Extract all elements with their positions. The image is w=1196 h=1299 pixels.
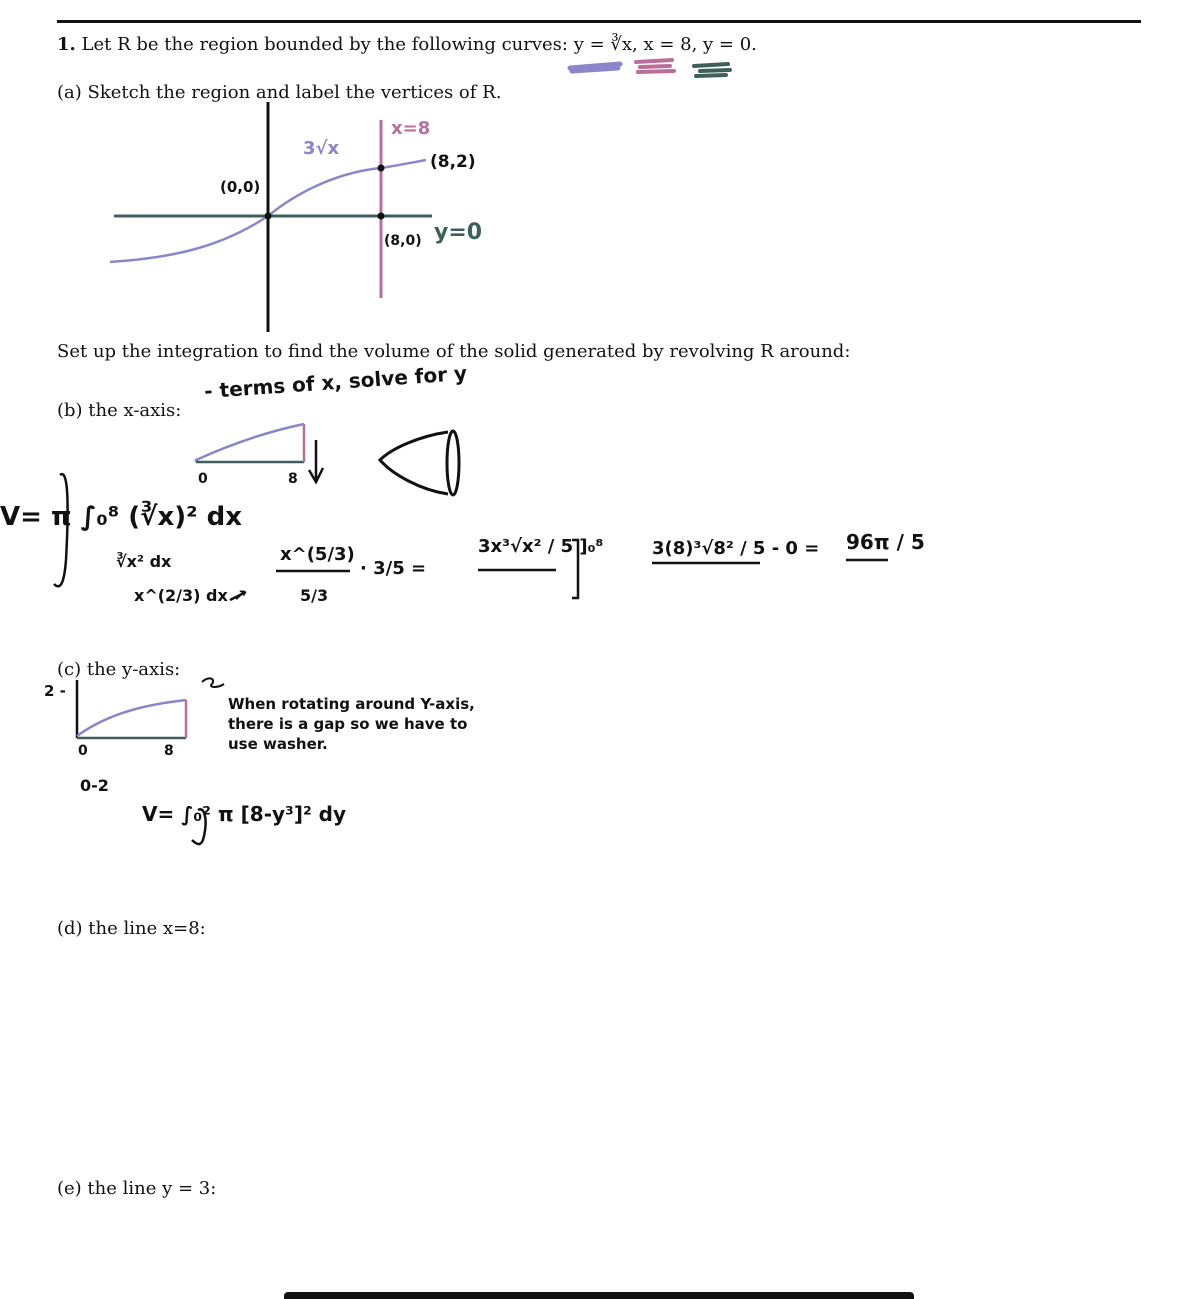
part-d-label: (d) the line x=8: bbox=[57, 918, 206, 939]
part-b-label: (b) the x-axis: bbox=[57, 400, 182, 421]
step-b1: ∛x² dx bbox=[116, 552, 172, 571]
note-b: - terms of x, solve for y bbox=[203, 360, 468, 404]
sketch-a bbox=[110, 102, 432, 332]
down-arrow-icon bbox=[309, 440, 323, 482]
step-b3-denominator: 5/3 bbox=[300, 586, 329, 605]
solid-shape-icon bbox=[380, 432, 448, 494]
integral-c: V= ∫₀² π [8-y³]² dy bbox=[142, 802, 347, 826]
part-a-label: (a) Sketch the region and label the vertices of R. bbox=[57, 82, 502, 103]
vertex-origin-dot bbox=[265, 213, 272, 220]
sketch-b-lower: 0 bbox=[198, 471, 208, 487]
step-b3-factor: · 3/5 = bbox=[360, 558, 427, 579]
problem-prompt: Let R be the region bounded by the following curves: y = ∛x, x = 8, y = 0. bbox=[81, 34, 757, 55]
color-key-scribbles bbox=[570, 60, 730, 76]
sketch-c-lower: 0 bbox=[78, 743, 88, 759]
bottom-edge-bar bbox=[284, 1292, 914, 1299]
line-x8-label: x=8 bbox=[391, 118, 431, 139]
vertex-origin-label: (0,0) bbox=[220, 178, 261, 196]
integral-b: V= π ∫₀⁸ (∛x)² dx bbox=[0, 502, 242, 532]
range-c: 0-2 bbox=[80, 776, 109, 795]
curve-label: 3√x bbox=[303, 138, 340, 159]
part-c-label: (c) the y-axis: bbox=[57, 659, 181, 680]
sketch-b-upper: 8 bbox=[288, 471, 298, 487]
y0-label: y=0 bbox=[434, 220, 483, 245]
step-b3-numerator: x^(5/3) bbox=[280, 544, 355, 565]
vertex-8-2-dot bbox=[378, 165, 385, 172]
step-b4: 3x³√x² / 5 ]₀⁸ bbox=[478, 536, 604, 557]
answer-b: 96π / 5 bbox=[846, 530, 925, 554]
step-b2: x^(2/3) dx ↗ bbox=[134, 586, 247, 605]
problem-number: 1. bbox=[57, 34, 76, 55]
part-e-label: (e) the line y = 3: bbox=[57, 1178, 217, 1199]
sketch-c-upper: 8 bbox=[164, 743, 174, 759]
y-tick-label: 2 - bbox=[44, 682, 66, 700]
step-b5: 3(8)³√8² / 5 - 0 = bbox=[652, 538, 820, 559]
vertex-8-0-dot bbox=[378, 213, 385, 220]
vertex-8-2-label: (8,2) bbox=[430, 152, 476, 172]
vertex-8-0-label: (8,0) bbox=[384, 233, 422, 249]
setup-instruction: Set up the integration to find the volume of the solid generated by revolving R around: bbox=[57, 341, 851, 362]
note-c: When rotating around Y-axis, there is a gap so we have to use washer. bbox=[228, 695, 475, 753]
